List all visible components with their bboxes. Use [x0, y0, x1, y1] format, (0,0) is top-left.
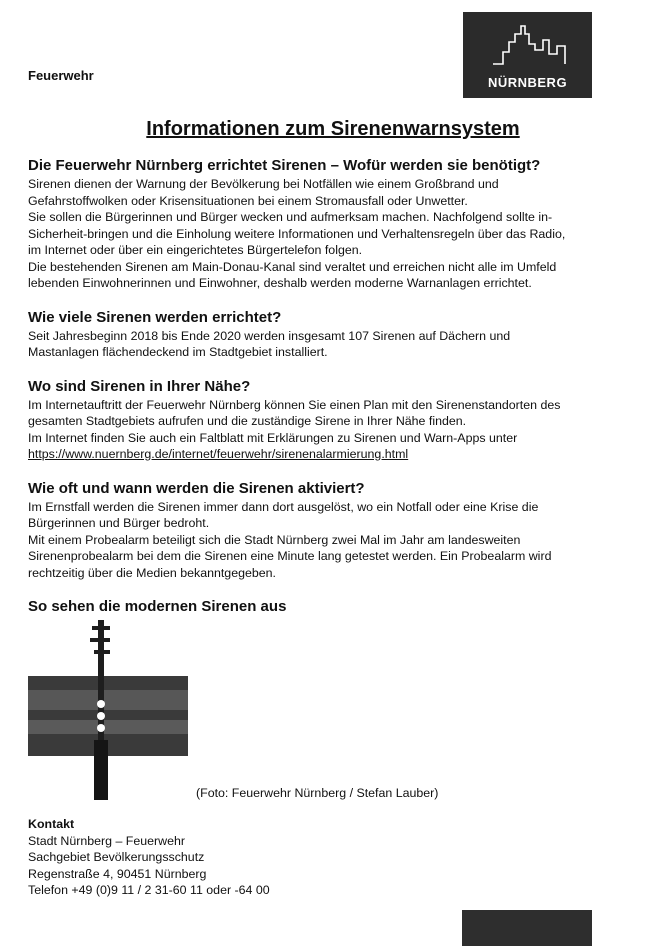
contact-phone: Telefon +49 (0)9 11 / 2 31-60 11 oder -64 00 — [28, 883, 270, 897]
body-line: Mit einem Probealarm beteiligt sich die Stadt Nürnberg zwei Mal im Jahr am landesweiten — [28, 532, 521, 547]
section-heading: Wo sind Sirenen in Ihrer Nähe? — [28, 377, 251, 395]
contact-line: Stadt Nürnberg – Feuerwehr — [28, 833, 186, 848]
body-line: Im Internetauftritt der Feuerwehr Nürnberg können Sie einen Plan mit den Sirenenstandorten des — [28, 397, 561, 412]
body-line: Im Internet finden Sie auch ein Faltblatt mit Erklärungen zu Sirenen und Warn-Apps unter — [28, 430, 518, 445]
body-line: Mastanlagen flächendeckend im Stadtgebiet installiert. — [28, 345, 328, 359]
body-line: Bürgerinnen und Bürger bedroht. — [28, 516, 210, 530]
body-line: Sirenen dienen der Warnung der Bevölkerung bei Notfällen wie einem Großbrand und — [28, 177, 499, 191]
sirenen-link[interactable]: https://www.nuernberg.de/internet/feuerwehr/sirenenalarmierung.html — [28, 447, 409, 461]
body-line: Seit Jahresbeginn 2018 bis Ende 2020 werden insgesamt 107 Sirenen auf Dächern und — [28, 328, 511, 343]
logo-wordmark: NÜRNBERG — [487, 75, 568, 90]
body-line: lebenden Einwohnerinnen und Einwohner, deshalb werden moderne Warnanlagen errichtet. — [28, 276, 532, 290]
department-label: Feuerwehr — [28, 68, 94, 83]
body-line: Gefahrstoffwolken oder Krisensituationen bei einem Stromausfall oder Unwetter. — [28, 193, 468, 208]
section-heading: So sehen die modernen Sirenen aus — [28, 598, 287, 615]
section-heading: Wie viele Sirenen werden errichtet? — [28, 308, 282, 326]
section-heading: Wie oft und wann werden die Sirenen aktiviert? — [28, 479, 365, 497]
page-title: Informationen zum Sirenenwarnsystem — [146, 118, 520, 140]
body-line: Sie sollen die Bürgerinnen und Bürger wecken und aufmerksam machen. Nachfolgend sollte in- — [28, 210, 553, 224]
contact-block — [28, 816, 270, 899]
body-line: rechtzeitig über die Medien bekanntgegeben. — [28, 565, 276, 580]
contact-line: Regenstraße 4, 90451 Nürnberg — [28, 866, 207, 881]
decorative-block — [462, 910, 592, 946]
body-line: Im Ernstfall werden die Sirenen immer dann dort ausgelöst, wo ein Notfall oder eine Krise die — [28, 499, 539, 514]
body-line: Sirenenprobealarm bei dem die Sirenen eine Minute lang getestet werden. Ein Probealarm wird — [28, 549, 552, 563]
body-line: im Internet oder über ein eingerichtetes Bürgertelefon folgen. — [28, 243, 363, 257]
section-photo-heading — [28, 597, 640, 616]
section-purpose — [28, 156, 640, 292]
main-content — [28, 156, 640, 632]
body-line: Sicherheit-bringen und die Einholung weitere Informationen und Verhaltensregeln über das Radio, — [28, 226, 566, 241]
section-heading: Die Feuerwehr Nürnberg errichtet Sirenen – Wofür werden sie benötigt? — [28, 157, 541, 174]
section-activation — [28, 479, 640, 582]
section-count — [28, 308, 640, 361]
body-line: Die bestehenden Sirenen am Main-Donau-Kanal sind veraltet und erreichen nicht alle im Umfeld — [28, 259, 557, 274]
photo-caption: (Foto: Feuerwehr Nürnberg / Stefan Lauber) — [196, 786, 439, 800]
siren-photo — [28, 620, 188, 800]
section-location — [28, 377, 640, 463]
city-logo — [463, 12, 592, 98]
contact-line: Sachgebiet Bevölkerungsschutz — [28, 850, 205, 864]
body-line: gesamten Stadtgebiets aufrufen und die zuständige Sirene in Ihrer Nähe finden. — [28, 414, 467, 428]
contact-heading: Kontakt — [28, 817, 75, 831]
